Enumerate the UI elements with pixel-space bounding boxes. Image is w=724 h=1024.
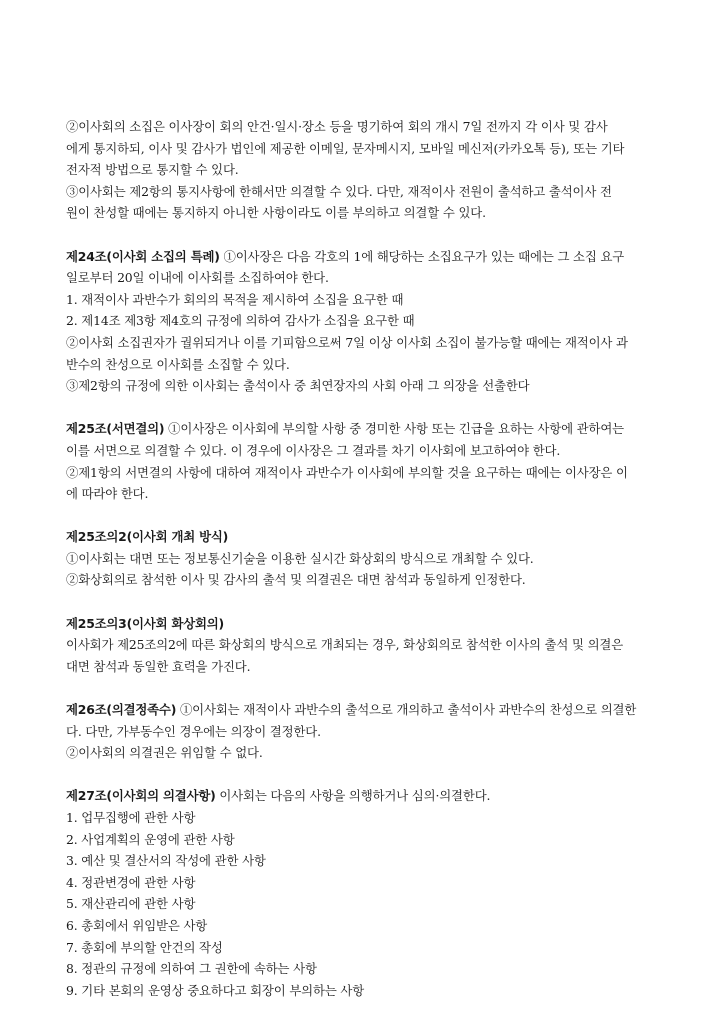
section-art25 xyxy=(66,418,660,504)
text-line xyxy=(66,785,660,807)
list-item: 9. 기타 본회의 운영상 중요하다고 회장이 부의하는 사항 xyxy=(66,982,365,998)
text-line xyxy=(66,246,660,268)
section-art25-3 xyxy=(66,613,660,678)
paragraph-gap xyxy=(66,224,660,246)
paragraph-gap xyxy=(66,677,660,699)
article-lead-text: ①이사장은 다음 각호의 1에 해당하는 소집요구가 있는 때에는 그 소집 요구 xyxy=(219,248,625,264)
paragraph-gap xyxy=(66,764,660,786)
list-item: 1. 재적이사 과반수가 회의의 목적을 제시하여 소집을 요구한 때 xyxy=(66,291,404,307)
text-line: ②제1항의 서면결의 사항에 대하여 재적이사 과반수가 이사회에 부의할 것을 요구하는 때에는 이사장은 이 xyxy=(66,464,628,480)
section-art24 xyxy=(66,246,660,397)
text-line: ①이사회는 대면 또는 정보통신기술을 이용한 실시간 화상회의 방식으로 개최할 수 있다. xyxy=(66,550,534,566)
list-item: 6. 총회에서 위임받은 사항 xyxy=(66,917,208,933)
text-line: 이사회가 제25조의2에 따른 화상회의 방식으로 개최되는 경우, 화상회의로 참석한 이사의 출석 및 의결은 xyxy=(66,637,624,653)
article-heading: 제24조(이사회 소집의 특례) xyxy=(66,248,220,264)
text-line: 원이 찬성할 때에는 통지하지 아니한 사항이라도 이를 부의하고 의결할 수 있다. xyxy=(66,205,486,221)
list-item: 3. 예산 및 결산서의 작성에 관한 사항 xyxy=(66,853,266,869)
list-item: 4. 정관변경에 관한 사항 xyxy=(66,874,196,890)
list-item: 8. 정관의 규정에 의하여 그 권한에 속하는 사항 xyxy=(66,961,317,977)
article-lead-text: ①이사회는 재적이사 과반수의 출석으로 개의하고 출석이사 과반수의 찬성으로 의결한 xyxy=(176,702,637,718)
text-line xyxy=(66,699,660,721)
text-line: ③이사회는 제2항의 통지사항에 한해서만 의결할 수 있다. 다만, 재적이사 전원이 출석하고 출석이사 전 xyxy=(66,183,612,199)
section-art26 xyxy=(66,699,660,764)
paragraph-gap xyxy=(66,591,660,613)
text-line: 일로부터 20일 이내에 이사회를 소집하여야 한다. xyxy=(66,270,329,286)
list-item: 7. 총회에 부의할 안건의 작성 xyxy=(66,939,223,955)
text-line: 다. 다만, 가부동수인 경우에는 의장이 결정한다. xyxy=(66,723,321,739)
text-line: 에게 통지하되, 이사 및 감사가 법인에 제공한 이메일, 문자메시지, 모바일 메신저(카카오톡 등), 또는 기타 xyxy=(66,140,625,156)
text-line: 전자적 방법으로 통지할 수 있다. xyxy=(66,162,239,178)
text-line: ②화상회의로 참석한 이사 및 감사의 출석 및 의결권은 대면 참석과 동일하게 인정한다. xyxy=(66,572,526,588)
text-line: 이를 서면으로 의결할 수 있다. 이 경우에 이사장은 그 결과를 차기 이사회에 보고하여야 한다. xyxy=(66,442,561,458)
article-heading: 제27조(이사회의 의결사항) xyxy=(66,788,216,804)
list-item: 1. 업무집행에 관한 사항 xyxy=(66,810,196,825)
text-line xyxy=(66,418,660,440)
text-line: ②이사회 소집권자가 궐위되거나 이를 기피함으로써 7일 이상 이사회 소집이 불가능할 때에는 재적이사 과 xyxy=(66,334,628,350)
section-art27 xyxy=(66,785,660,1001)
list-item: 2. 사업계획의 운영에 관한 사항 xyxy=(66,831,235,847)
article-lead-text: 이사회는 다음의 사항을 의행하거나 심의·의결한다. xyxy=(215,788,491,804)
paragraph-gap xyxy=(66,505,660,527)
document-page xyxy=(66,116,660,1001)
section-art23-continued xyxy=(66,116,660,224)
section-art25-2 xyxy=(66,526,660,591)
text-line: ②이사회의 의결권은 위임할 수 없다. xyxy=(66,745,263,761)
text-line: 대면 참석과 동일한 효력을 가진다. xyxy=(66,658,251,674)
article-heading: 제25조의2(이사회 개최 방식) xyxy=(66,529,229,545)
paragraph-gap xyxy=(66,397,660,419)
article-heading: 제26조(의결정족수) xyxy=(66,702,177,718)
list-item: 5. 재산관리에 관한 사항 xyxy=(66,896,196,912)
text-line: 에 따라야 한다. xyxy=(66,486,149,502)
text-line: 반수의 찬성으로 이사회를 소집할 수 있다. xyxy=(66,356,290,372)
text-line: ③제2항의 규정에 의한 이사회는 출석이사 중 최연장자의 사회 아래 그 의장을 선출한다 xyxy=(66,378,530,394)
article-heading: 제25조의3(이사회 화상회의) xyxy=(66,615,224,631)
article-lead-text: ①이사장은 이사회에 부의할 사항 중 경미한 사항 또는 긴급을 요하는 사항에 관하여는 xyxy=(164,421,624,437)
article-heading: 제25조(서면결의) xyxy=(66,421,165,437)
list-item: 2. 제14조 제3항 제4호의 규정에 의하여 감사가 소집을 요구한 때 xyxy=(66,313,415,329)
text-line: ②이사회의 소집은 이사장이 회의 안건·일시·장소 등을 명기하여 회의 개시 7일 전까지 각 이사 및 감사 xyxy=(66,119,608,134)
